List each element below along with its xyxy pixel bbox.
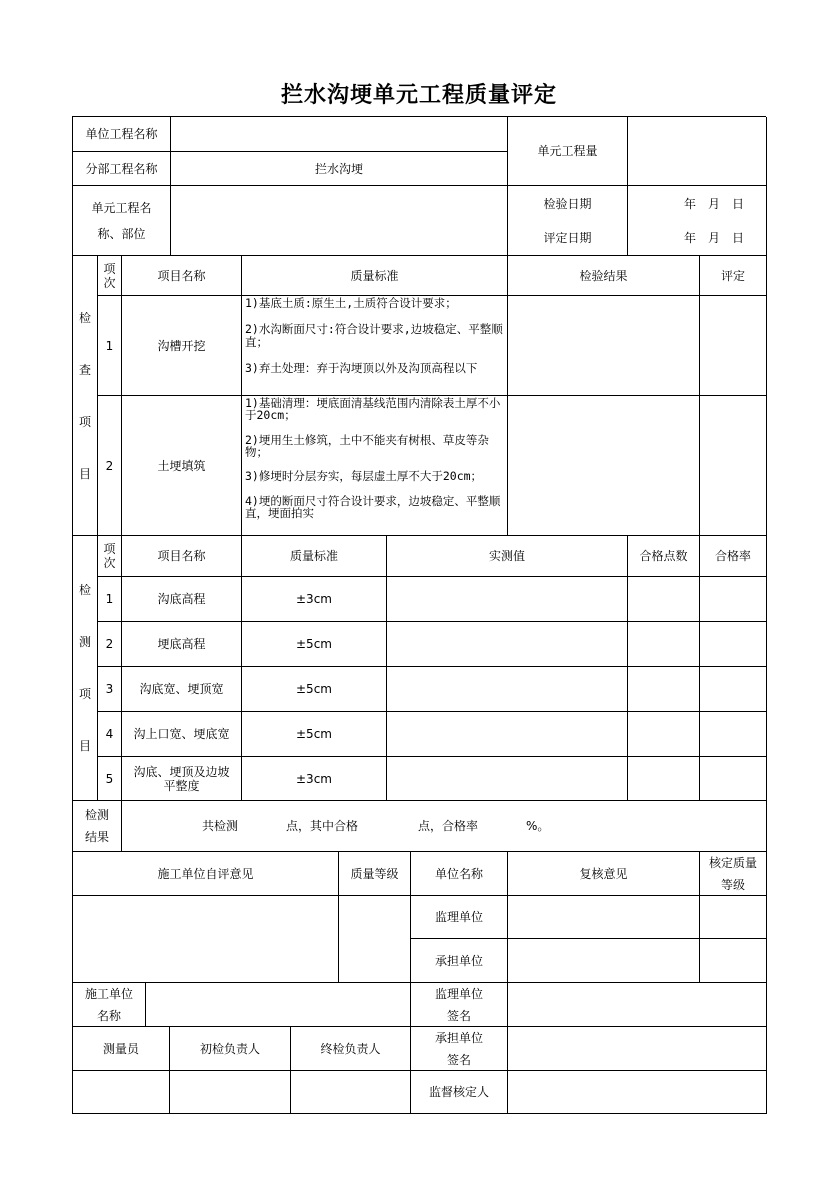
measure-row-no: 1 xyxy=(98,577,122,622)
approved-grade-label: 核定质量等级 xyxy=(700,852,767,896)
check-row-result[interactable] xyxy=(508,396,700,536)
measure-col-standard: 质量标准 xyxy=(242,536,387,577)
measure-row-no: 4 xyxy=(98,712,122,757)
supervisor-review-field[interactable] xyxy=(508,896,700,939)
measure-col-no: 项次 xyxy=(98,536,122,577)
undertake-unit-label: 承担单位 xyxy=(411,939,508,983)
measure-row-name: 埂底高程 xyxy=(122,622,242,667)
quality-grade-label: 质量等级 xyxy=(339,852,411,896)
check-row-standard: 1)基底土质:原生土,土质符合设计要求； 2)水沟断面尺寸:符合设计要求,边坡稳定、平整顺直； 3)弃土处理：弃于沟埂顶以外及沟顶高程以下 xyxy=(242,296,508,396)
check-row-result[interactable] xyxy=(508,296,700,396)
element-quantity-field[interactable] xyxy=(628,117,767,186)
element-name-label: 单元工程名称、部位 xyxy=(73,186,171,256)
undertake-grade-field[interactable] xyxy=(700,939,767,983)
self-eval-label: 施工单位自评意见 xyxy=(73,852,339,896)
measure-row-no: 5 xyxy=(98,757,122,801)
sub-project-label: 分部工程名称 xyxy=(73,152,171,186)
measure-row-pass-rate[interactable] xyxy=(700,622,767,667)
check-row-standard: 1)基础清理：埂底面清基线范围内清除表土厚不小于20cm； 2)埂用生土修筑，土中不能夹有树根、草皮等杂物； 3)修埂时分层夯实，每层虚土厚不大于20cm； 4)埂的断面尺寸符合设计要求，边坡稳定、平整顺直，埂面拍实 xyxy=(242,396,508,536)
unit-project-label: 单位工程名称 xyxy=(73,117,171,152)
self-eval-field[interactable] xyxy=(73,896,339,983)
measure-row-measured[interactable] xyxy=(387,667,628,712)
measure-row-standard: ±5cm xyxy=(242,622,387,667)
check-col-no: 项次 xyxy=(98,256,122,296)
measure-row-no: 2 xyxy=(98,622,122,667)
measure-col-pass-points: 合格点数 xyxy=(628,536,700,577)
measure-section-label: 检测项目 xyxy=(73,536,98,801)
quality-grade-field[interactable] xyxy=(339,896,411,983)
check-row-name: 土埂填筑 xyxy=(122,396,242,536)
supervisor-sign-label: 监理单位签名 xyxy=(411,983,508,1027)
measure-row-pass-rate[interactable] xyxy=(700,577,767,622)
page-title: 拦水沟埂单元工程质量评定 xyxy=(280,82,557,108)
final-inspector-label: 终检负责人 xyxy=(291,1027,411,1071)
surveyor-label: 测量员 xyxy=(73,1027,170,1071)
first-inspector-field[interactable] xyxy=(170,1071,291,1114)
inspect-date-field[interactable]: 年 月 日 xyxy=(628,186,767,221)
measure-col-pass-rate: 合格率 xyxy=(700,536,767,577)
check-row-assessment[interactable] xyxy=(700,396,767,536)
measure-row-pass-points[interactable] xyxy=(628,577,700,622)
review-label: 复核意见 xyxy=(508,852,700,896)
inspect-date-label: 检验日期 xyxy=(508,186,628,221)
measure-row-pass-rate[interactable] xyxy=(700,712,767,757)
undertake-review-field[interactable] xyxy=(508,939,700,983)
check-row-no: 2 xyxy=(98,396,122,536)
measure-row-name: 沟上口宽、埂底宽 xyxy=(122,712,242,757)
measure-col-name: 项目名称 xyxy=(122,536,242,577)
first-inspector-label: 初检负责人 xyxy=(170,1027,291,1071)
measure-row-pass-points[interactable] xyxy=(628,712,700,757)
measure-row-measured[interactable] xyxy=(387,712,628,757)
unit-project-field[interactable] xyxy=(171,117,508,152)
check-row-name: 沟槽开挖 xyxy=(122,296,242,396)
final-inspector-field[interactable] xyxy=(291,1071,411,1114)
measure-row-standard: ±5cm xyxy=(242,667,387,712)
sub-project-field[interactable]: 拦水沟埂 xyxy=(171,152,508,186)
assess-date-field[interactable]: 年 月 日 xyxy=(628,221,767,256)
result-label: 检测结果 xyxy=(73,801,122,852)
check-row-assessment[interactable] xyxy=(700,296,767,396)
check-section-label: 检查项目 xyxy=(73,256,98,536)
constructor-name-field[interactable] xyxy=(146,983,411,1027)
check-col-standard: 质量标准 xyxy=(242,256,508,296)
supervisor-sign-field[interactable] xyxy=(508,983,767,1027)
quality-assessment-form xyxy=(72,116,766,1114)
verifier-field[interactable] xyxy=(508,1071,767,1114)
element-name-field[interactable] xyxy=(171,186,508,256)
measure-row-measured[interactable] xyxy=(387,757,628,801)
check-col-name: 项目名称 xyxy=(122,256,242,296)
supervisor-grade-field[interactable] xyxy=(700,896,767,939)
measure-row-standard: ±3cm xyxy=(242,577,387,622)
surveyor-field[interactable] xyxy=(73,1071,170,1114)
measure-row-standard: ±3cm xyxy=(242,757,387,801)
measure-row-name: 沟底宽、埂顶宽 xyxy=(122,667,242,712)
measure-row-pass-rate[interactable] xyxy=(700,667,767,712)
supervisor-unit-label: 监理单位 xyxy=(411,896,508,939)
assess-date-label: 评定日期 xyxy=(508,221,628,256)
element-quantity-label: 单元工程量 xyxy=(508,117,628,186)
measure-row-measured[interactable] xyxy=(387,577,628,622)
measure-row-name: 沟底高程 xyxy=(122,577,242,622)
measure-row-standard: ±5cm xyxy=(242,712,387,757)
check-col-assessment: 评定 xyxy=(700,256,767,296)
unit-name-label: 单位名称 xyxy=(411,852,508,896)
undertake-sign-field[interactable] xyxy=(508,1027,767,1071)
undertake-sign-label: 承担单位签名 xyxy=(411,1027,508,1071)
constructor-name-label: 施工单位名称 xyxy=(73,983,146,1027)
check-row-no: 1 xyxy=(98,296,122,396)
measure-row-pass-points[interactable] xyxy=(628,622,700,667)
measure-col-measured: 实测值 xyxy=(387,536,628,577)
measure-row-measured[interactable] xyxy=(387,622,628,667)
result-text: 共检测 点，其中合格 点，合格率 %。 xyxy=(122,801,767,852)
measure-row-pass-points[interactable] xyxy=(628,757,700,801)
verifier-label: 监督核定人 xyxy=(411,1071,508,1114)
check-col-result: 检验结果 xyxy=(508,256,700,296)
measure-row-name: 沟底、埂顶及边坡平整度 xyxy=(122,757,242,801)
measure-row-pass-rate[interactable] xyxy=(700,757,767,801)
measure-row-pass-points[interactable] xyxy=(628,667,700,712)
measure-row-no: 3 xyxy=(98,667,122,712)
